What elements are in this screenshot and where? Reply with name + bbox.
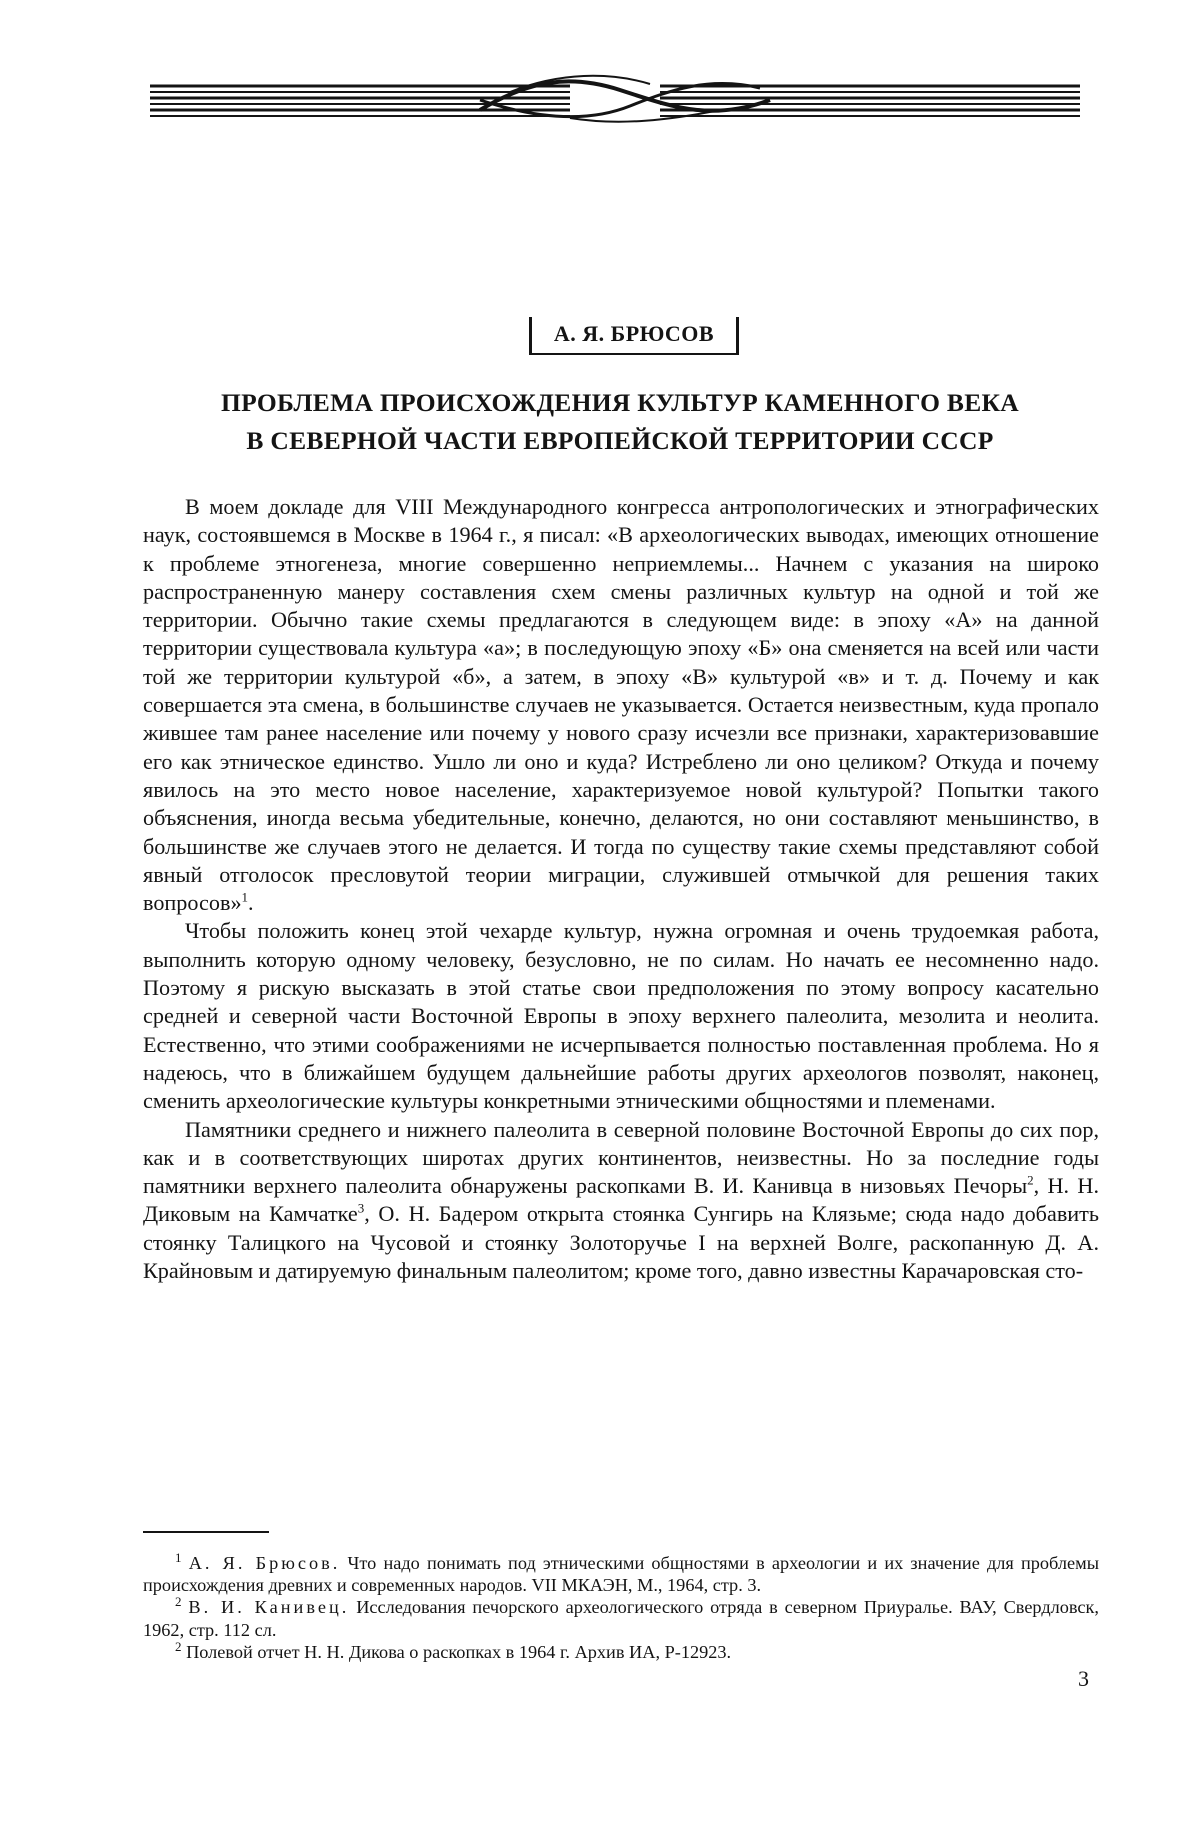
footnotes bbox=[143, 1549, 1099, 1663]
paragraph-1 bbox=[143, 493, 1099, 917]
article-title-line-1: ПРОБЛЕМА ПРОИСХОЖДЕНИЯ КУЛЬТУР КАМЕННОГО ВЕКА bbox=[220, 388, 1020, 417]
footnote-3-number: 2 bbox=[175, 1638, 182, 1654]
decorative-rule-ornament-icon bbox=[150, 70, 1080, 126]
paragraph-3-part-c: , О. Н. Бадером открыта стоянка Сунгирь на Клязьме; сюда надо добавить стоянку Талицкого на Чусовой и стоянку Золоторучье I на верхней Волге, раскопанную Д. А. Крайновым и датируемую финальным палеолитом; кроме того, давно известны Карачаровская сто- bbox=[143, 1201, 1099, 1284]
footnote-ref-1: 1 bbox=[241, 889, 249, 905]
author-name: А. Я. БРЮСОВ bbox=[529, 317, 739, 355]
paragraph-1-end: . bbox=[248, 890, 254, 916]
footnote-1-author: А. Я. Брюсов. bbox=[188, 1553, 341, 1573]
footnote-ref-2: 2 bbox=[1027, 1172, 1034, 1188]
paragraph-3-part-a: Памятники среднего и нижнего палеолита в северной половине Восточной Европы до сих пор, как и в соответствующих широтах других континентов, неизвестны. Но за последние годы памятники верхнего палеолита обнаружены раскопками В. И. Канивца в низовьях Печоры bbox=[143, 1116, 1099, 1199]
footnote-3-text: Полевой отчет Н. Н. Дикова о раскопках в 1964 г. Архив ИА, Р-12923. bbox=[181, 1641, 732, 1662]
paragraph-2: Чтобы положить конец этой чехарде культур, нужна огромная и очень трудоемкая работа, выполнить которую одному человеку, безусловно, не по силам. Но начать ее несомненно надо. Поэтому я рискую высказать в этой статье свои предположения по этому вопросу касательно средней и северной части Восточной Европы в эпоху верхнего палеолита, мезолита и неолита. Естественно, что этими соображениями не исчерпывается полностью поставленная проблема. Но я надеюсь, что в ближайшем будущем дальнейшие работы других археологов позволят, наконец, сменить археологические культуры конкретными этническими общностями и племенами. bbox=[143, 918, 1099, 1114]
paragraph-3 bbox=[143, 1116, 1099, 1286]
paragraph-1-text: В моем докладе для VIII Международного конгресса антропологических и этнографических наук, состоявшемся в Москве в 1964 г., я писал: «В археологических выводах, имеющих отношение к проблеме этногенеза, многие совершенно неприемлемы... Начнем с указания на широко распространенную манеру составления схем смены различных культур на одной и той же территории. Обычно такие схемы предлагаются в следующем виде: в эпоху «А» на данной территории существовала культура «а»; в последующую эпоху «Б» она сменяется на всей или части той же территории культурой «б», а затем, в эпоху «В» культурой «в» и т. д. Почему и как совершается эта смена, в большинстве случаев не указывается. Остается неизвестным, куда пропало жившее там ранее население или почему у нового сразу исчезли все признаки, характеризовавшие его как этническое единство. Ушло ли оно и куда? Истреблено ли оно целиком? Откуда и почему явилось на это место новое население, характеризуемое новой культурой? Попытки такого объяснения, иногда весьма убедительные, конечно, делаются, но они составляют меньшинство, в большинстве же случаев этого не делается. И тогда по существу такие схемы представляют собой явный отголосок пресловутой теории миграции, служившей отмычкой для решения таких вопросов» bbox=[143, 494, 1099, 916]
footnote-ref-3: 3 bbox=[357, 1201, 365, 1217]
footnote-2 bbox=[143, 1596, 1099, 1640]
footnote-3 bbox=[143, 1638, 1099, 1663]
footnote-divider bbox=[143, 1531, 269, 1533]
article-title bbox=[140, 384, 1100, 460]
footnote-1-number: 1 bbox=[175, 1549, 182, 1565]
footnote-2-author: В. И. Канивец. bbox=[188, 1597, 350, 1618]
footnote-2-text: Исследования печорского археологического отряда в северном Приуралье. ВАУ, Свердловск, 1962, стр. 112 сл. bbox=[143, 1597, 1099, 1640]
article-body bbox=[143, 493, 1099, 1285]
footnote-1-text: Что надо понимать под этническими общностями в археологии и их значение для проблемы происхождения древних и современных народов. VII МКАЭН, М., 1964, стр. 3. bbox=[143, 1553, 1099, 1596]
paragraph-3-part-b: , Н. Н. Диковым на Камчатке bbox=[143, 1173, 1100, 1227]
footnote-1 bbox=[143, 1549, 1099, 1596]
page-number: 3 bbox=[1078, 1666, 1089, 1691]
article-title-line-2: В СЕВЕРНОЙ ЧАСТИ ЕВРОПЕЙСКОЙ ТЕРРИТОРИИ СССР bbox=[246, 426, 994, 455]
footnote-2-number: 2 bbox=[175, 1594, 182, 1610]
